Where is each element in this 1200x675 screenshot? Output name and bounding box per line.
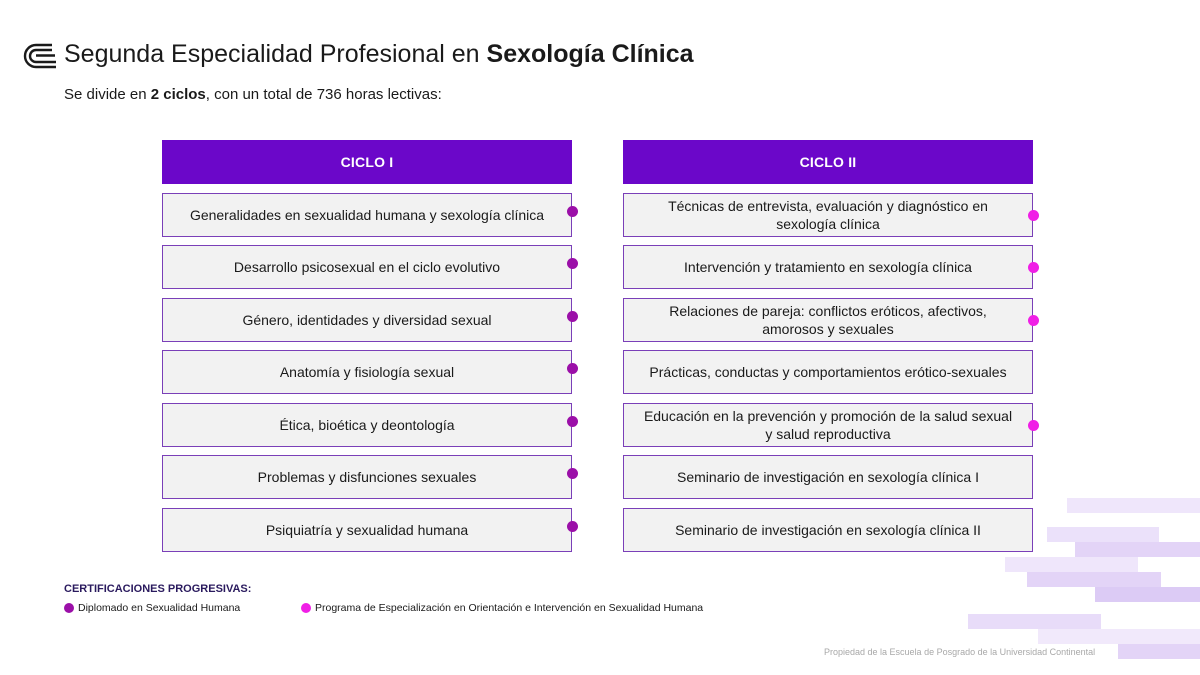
course-item <box>623 403 1033 447</box>
course-label: Ética, bioética y deontología <box>279 416 455 433</box>
decorative-stripe <box>1118 644 1200 659</box>
page-title <box>64 40 694 69</box>
course-item <box>623 245 1033 289</box>
course-label: Seminario de investigación en sexología clínica I <box>677 469 979 485</box>
course-item <box>162 245 572 289</box>
course-label: Seminario de investigación en sexología clínica II <box>675 521 981 538</box>
programa-dot-icon <box>1028 262 1039 273</box>
subtitle-post: , con un total de 736 horas lectivas: <box>205 86 442 103</box>
course-item <box>162 298 572 342</box>
course-label: Psiquiatría y sexualidad humana <box>265 521 469 538</box>
page-subtitle <box>64 86 442 103</box>
course-label: Desarrollo psicosexual en el ciclo evolutivo <box>233 259 501 275</box>
decorative-stripe <box>1047 527 1159 542</box>
diplomado-dot-icon <box>567 521 578 532</box>
footer-copyright: Propiedad de la Escuela de Posgrado de la Universidad Continental <box>824 647 1096 657</box>
legend-item-diplomado <box>64 602 240 614</box>
course-item <box>162 403 572 447</box>
certifications-title: CERTIFICACIONES PROGRESIVAS: <box>64 583 252 595</box>
cycle-1-column <box>162 140 572 552</box>
page-title-bold: Sexología Clínica <box>486 40 694 68</box>
diplomado-dot-icon <box>567 468 578 479</box>
course-item <box>623 455 1033 499</box>
diplomado-dot-icon <box>567 311 578 322</box>
subtitle-bold: 2 ciclos <box>150 86 206 103</box>
decorative-stripe <box>1095 587 1200 602</box>
decorative-stripe <box>1027 572 1161 587</box>
decorative-stripe <box>1038 629 1200 644</box>
programa-dot-icon <box>1028 315 1039 326</box>
decorative-stripe <box>1067 498 1200 513</box>
decorative-stripe <box>1075 542 1200 557</box>
course-item <box>162 508 572 552</box>
course-item <box>623 193 1033 237</box>
course-item <box>162 455 572 499</box>
subtitle-pre: Se divide en <box>64 86 151 103</box>
course-label: Anatomía y fisiología sexual <box>279 364 455 380</box>
legend-label: Programa de Especialización en Orientación e Intervención en Sexualidad Humana <box>315 602 704 614</box>
legend-item-programa <box>301 602 703 614</box>
course-label: Educación en la prevención y promoción de la salud sexual y salud reproductiva <box>643 407 1013 442</box>
programa-dot-icon <box>1028 210 1039 221</box>
course-label: Intervención y tratamiento en sexología clínica <box>684 259 972 275</box>
course-item <box>162 193 572 237</box>
legend-label: Diplomado en Sexualidad Humana <box>78 602 241 614</box>
course-item <box>623 508 1033 552</box>
course-item <box>162 350 572 394</box>
cycle-2-header: CICLO II <box>623 140 1033 184</box>
course-item <box>623 350 1033 394</box>
course-label: Género, identidades y diversidad sexual <box>242 311 492 328</box>
cycle-1-header: CICLO I <box>162 140 572 184</box>
diplomado-dot-icon <box>567 258 578 269</box>
course-label: Relaciones de pareja: conflictos eróticos, afectivos, amorosos y sexuales <box>669 302 987 337</box>
course-item <box>623 298 1033 342</box>
programa-dot-icon <box>301 603 311 613</box>
diplomado-dot-icon <box>64 603 74 613</box>
continental-logo-icon <box>22 42 58 70</box>
course-label: Prácticas, conductas y comportamientos erótico-sexuales <box>649 364 1007 380</box>
diplomado-dot-icon <box>567 416 578 427</box>
page-title-regular: Segunda Especialidad Profesional en <box>64 40 487 68</box>
course-label: Técnicas de entrevista, evaluación y diagnóstico en sexología clínica <box>668 197 988 232</box>
course-label: Problemas y disfunciones sexuales <box>257 469 477 485</box>
programa-dot-icon <box>1028 420 1039 431</box>
diplomado-dot-icon <box>567 363 578 374</box>
diplomado-dot-icon <box>567 206 578 217</box>
cycle-2-column <box>623 140 1033 552</box>
decorative-stripe <box>1005 557 1138 572</box>
decorative-stripe <box>968 614 1101 629</box>
course-label: Generalidades en sexualidad humana y sexología clínica <box>189 206 545 223</box>
